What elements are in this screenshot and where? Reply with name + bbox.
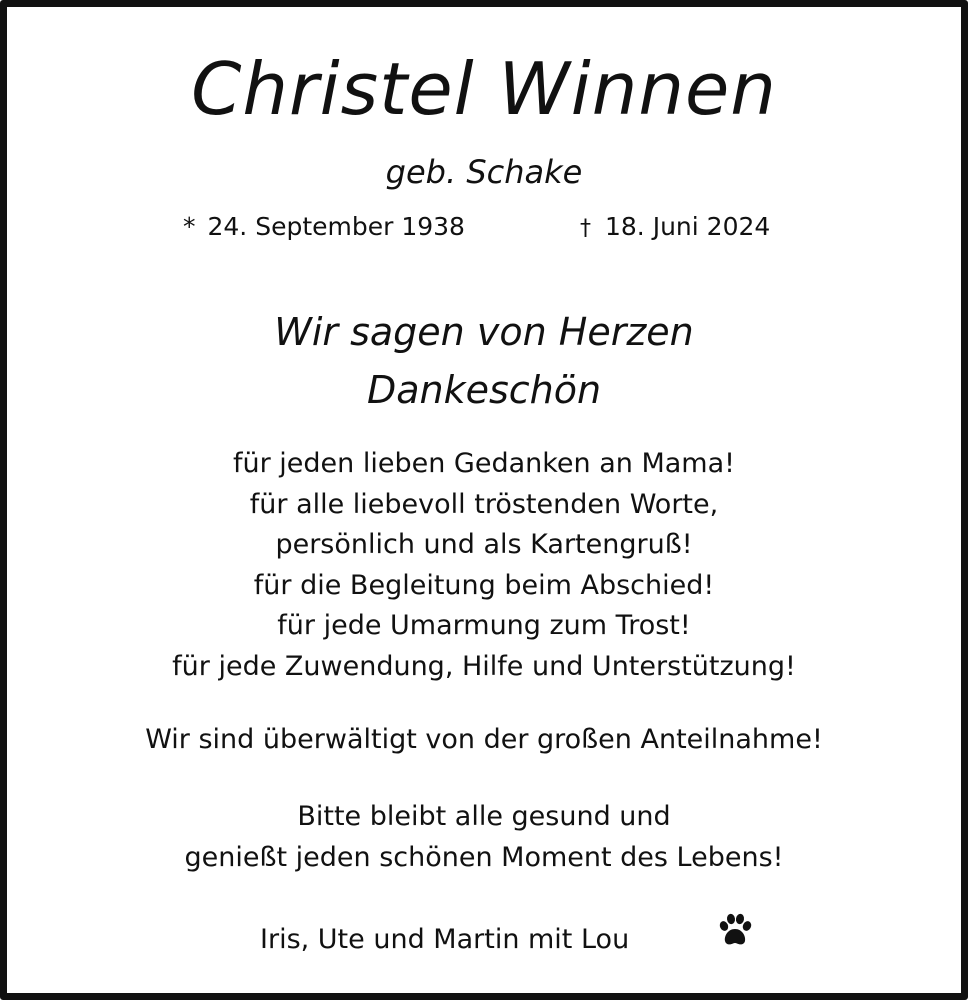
death-date-line xyxy=(580,211,770,245)
birth-star-symbol: * xyxy=(183,212,196,241)
closing-line: genießt jeden schönen Moment des Lebens! xyxy=(184,842,784,873)
thanks-list xyxy=(0,444,968,688)
heading-line: Dankeschön xyxy=(366,368,602,412)
thanks-line: für jede Zuwendung, Hilfe und Unterstützung! xyxy=(172,650,796,682)
thanks-line: persönlich und als Kartengruß! xyxy=(275,529,693,561)
death-cross-symbol: † xyxy=(580,216,591,241)
heading-line: Wir sagen von Herzen xyxy=(274,310,694,354)
thanks-line: für jede Umarmung zum Trost! xyxy=(277,610,691,642)
closing-line: Bitte bleibt alle gesund und xyxy=(297,801,671,832)
thanks-line: für die Begleitung beim Abschied! xyxy=(253,569,715,601)
birth-date: 24. September 1938 xyxy=(207,212,465,241)
deceased-name: Christel Winnen xyxy=(191,47,777,131)
paw-print-icon xyxy=(716,912,754,950)
thanks-line: für jeden lieben Gedanken an Mama! xyxy=(233,448,735,479)
thanks-heading xyxy=(0,303,968,419)
thanks-line: für alle liebevoll tröstenden Worte, xyxy=(249,488,719,520)
birth-name: geb. Schake xyxy=(385,153,583,191)
closing-message xyxy=(0,796,968,878)
signature: Iris, Ute und Martin mit Lou xyxy=(260,924,630,955)
sympathy-line: Wir sind überwältigt von der großen Anteilnahme! xyxy=(145,724,823,755)
death-date: 18. Juni 2024 xyxy=(605,212,771,241)
birth-date-line xyxy=(183,211,465,243)
